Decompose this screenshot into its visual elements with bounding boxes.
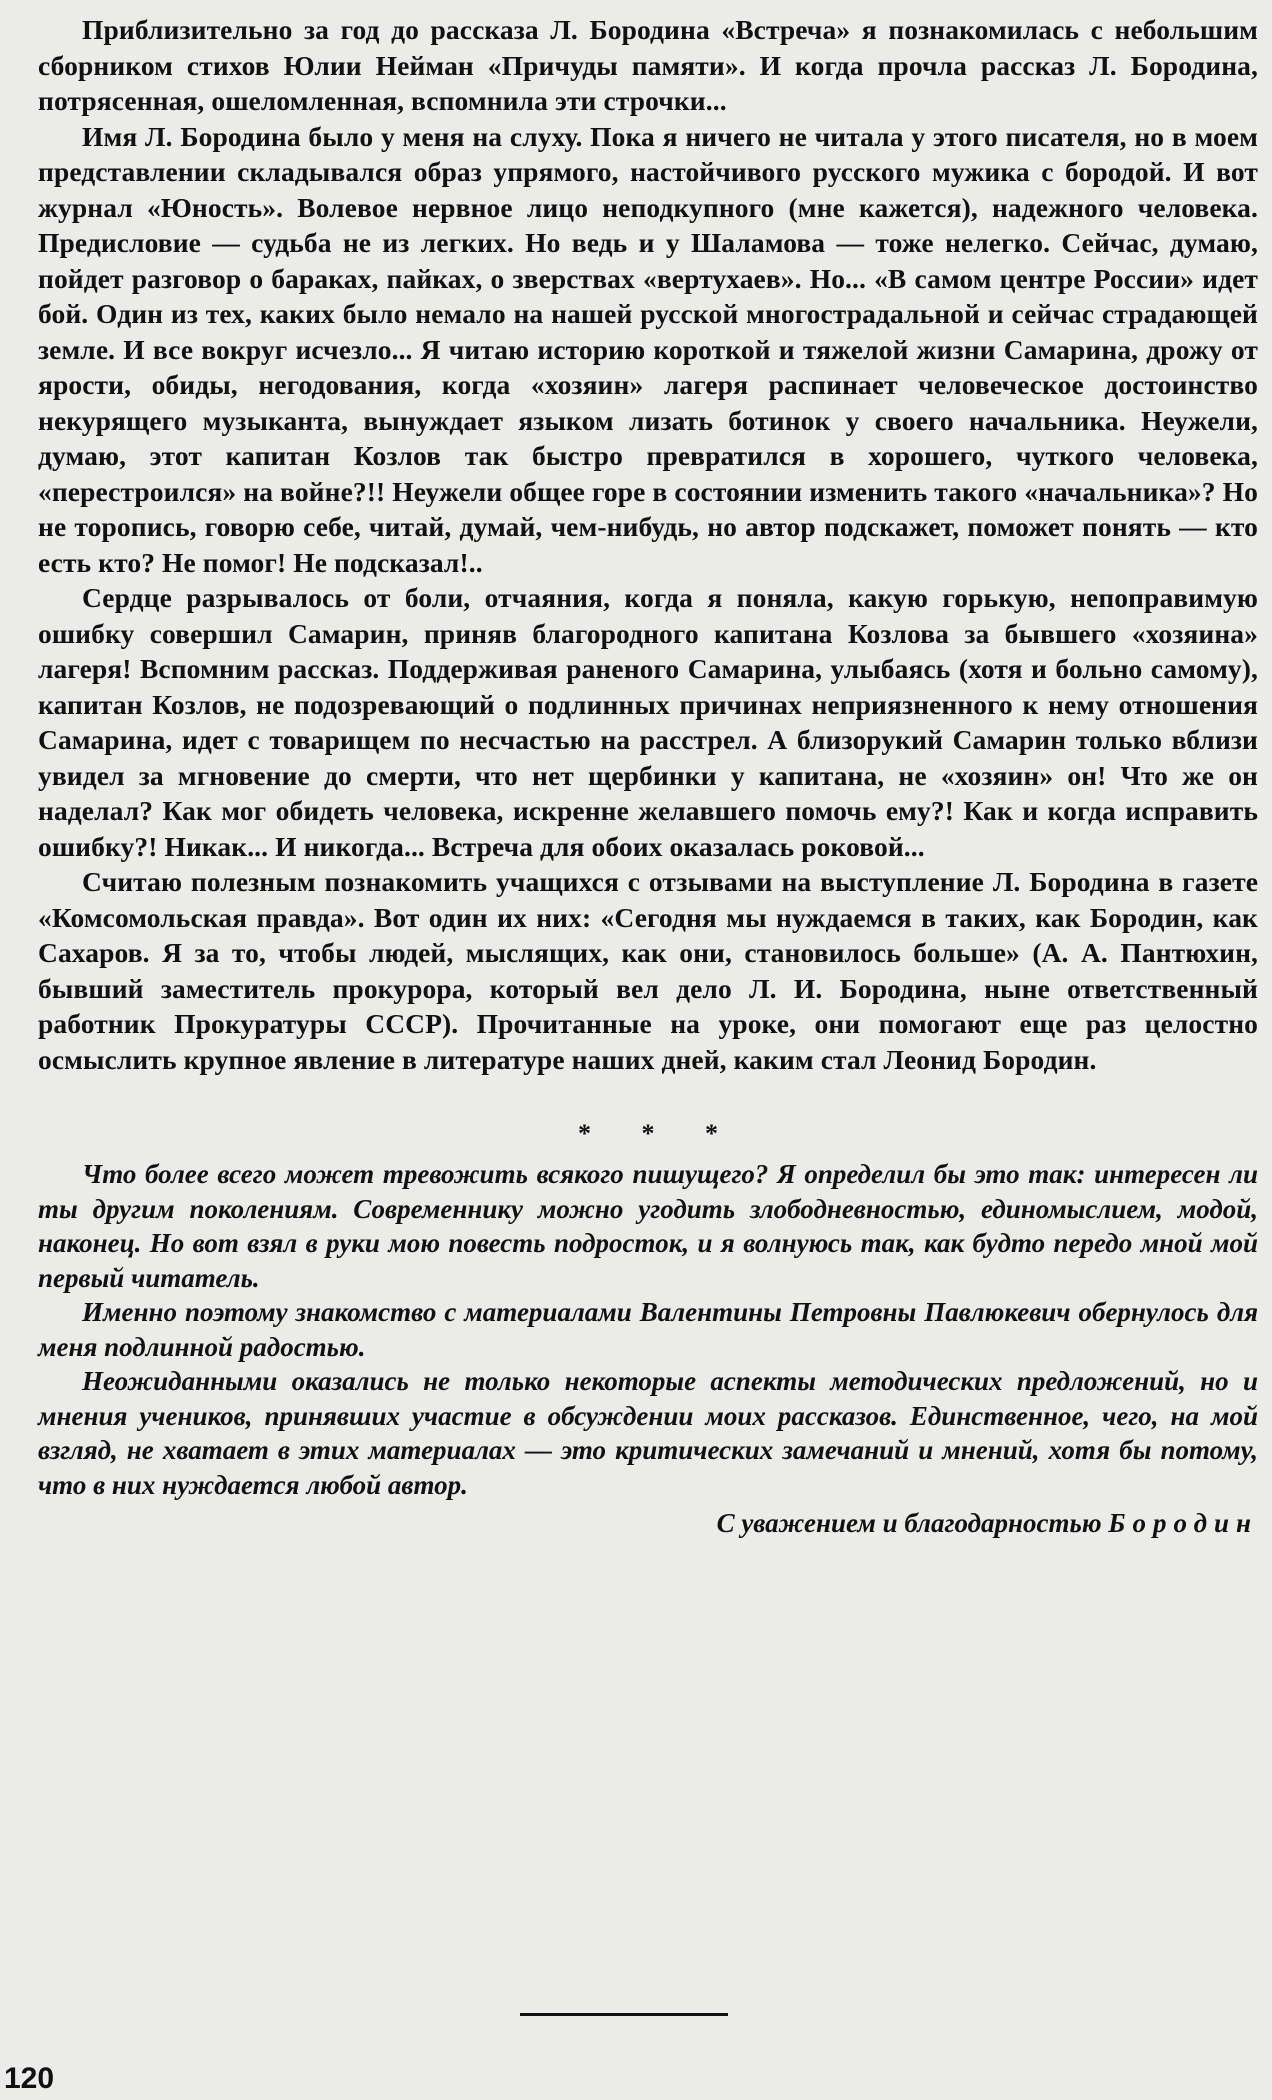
author-note xyxy=(38,1157,1258,1502)
article-paragraph-1: Приблизительно за год до рассказа Л. Бородина «Встреча» я познакомилась с небольшим сборником стихов Юлии Нейман «Причуды памяти». И когда прочла рассказ Л. Бородина, потрясенная, ошеломленная, вспомнила эти строчки... xyxy=(38,14,1258,116)
article-body xyxy=(38,12,1258,1077)
author-note-paragraph-3: Неожиданными оказались не только некоторые аспекты методических предложений, но и мнения учеников, принявших участие в обсуждении моих рассказов. Единственное, чего, на мой взгляд, не хватает в этих материалах — это критических замечаний и мнений, хотя бы потому, что в них нуждается любой автор. xyxy=(38,1366,1258,1500)
article-paragraph-3: Сердце разрывалось от боли, отчаяния, когда я поняла, какую горькую, непоправимую ошибку совершил Самарин, приняв благородного капитана Козлова за бывшего «хозяина» лагеря! Вспомним рассказ. Поддерживая раненого Самарина, улыбаясь (хотя и больно самому), капитан Козлов, не подозревающий о подлинных причинах неприязненного к нему отношения Самарина, идет с товарищем по несчастью на расстрел. А близорукий Самарин только вблизи увидел за мгновение до смерти, что нет щербинки у капитана, не «хозяин» он! Что же он наделал? Как мог обидеть человека, искренне желавшего помочь ему?! Как и когда исправить ошибку?! Никак... И никогда... Встреча для обоих оказалась роковой... xyxy=(38,582,1258,862)
signature-prefix: С уважением и благодарностью xyxy=(716,1508,1102,1538)
author-signature xyxy=(38,1508,1258,1539)
footer-rule xyxy=(520,2013,728,2016)
author-note-paragraph-1: Что более всего может тревожить всякого пишущего? Я определил бы это так: интересен ли ты другим поколениям. Современнику можно угодить злободневностью, единомыслием, модой, наконец. Но вот взял в руки мою повесть подросток, и я волнуюсь так, как будто передо мной мой первый читатель. xyxy=(38,1159,1258,1293)
article-paragraph-2: Имя Л. Бородина было у меня на слуху. Пока я ничего не читала у этого писателя, но в моем представлении складывался образ упрямого, настойчивого русского мужика с бородой. И вот журнал «Юность». Волевое нервное лицо неподкупного (мне кажется), надежного человека. Предисловие — судьба не из легких. Но ведь и у Шаламова — тоже нелегко. Сейчас, думаю, пойдет разговор о бараках, пайках, о зверствах «вертухаев». Но... «В самом центре России» идет бой. Один из тех, каких было немало на нашей русской многострадальной и сейчас страдающей земле. И все вокруг исчезло... Я читаю историю короткой и тяжелой жизни Самарина, дрожу от ярости, обиды, негодования, когда «хозяин» лагеря распинает человеческое достоинство некурящего музыканта, вынуждает языком лизать ботинок у своего начальника. Неужели, думаю, этот капитан Козлов так быстро превратился в хорошего, чуткого человека, «перестроился» на войне?!! Неужели общее горе в состоянии изменить такого «начальника»? Но не торопись, говорю себе, читай, думай, чем-нибудь, но автор подскажет, поможет понять — кто есть кто? Не помог! Не подсказал!.. xyxy=(38,120,1258,578)
section-separator: * * * xyxy=(578,1119,740,1148)
page-number: 120 xyxy=(4,2062,55,2095)
article-paragraph-4: Считаю полезным познакомить учащихся с отзывами на выступление Л. Бородина в газете «Комсомольская правда». Вот один их них: «Сегодня мы нуждаемся в таких, как Бородин, как Сахаров. Я за то, чтобы людей, мыслящих, как они, становилось больше» (А. А. Пантюхин, бывший заместитель прокурора, который вел дело Л. И. Бородина, ныне ответственный работник Прокуратуры СССР). Прочитанные на уроке, они помогают еще раз целостно осмыслить крупное явление в литературе наших дней, каким стал Леонид Бородин. xyxy=(38,866,1258,1075)
signature-name: Бородин xyxy=(1108,1508,1258,1538)
author-note-paragraph-2: Именно поэтому знакомство с материалами Валентины Петровны Павлюкевич обернулось для меня подлинной радостью. xyxy=(38,1297,1258,1362)
